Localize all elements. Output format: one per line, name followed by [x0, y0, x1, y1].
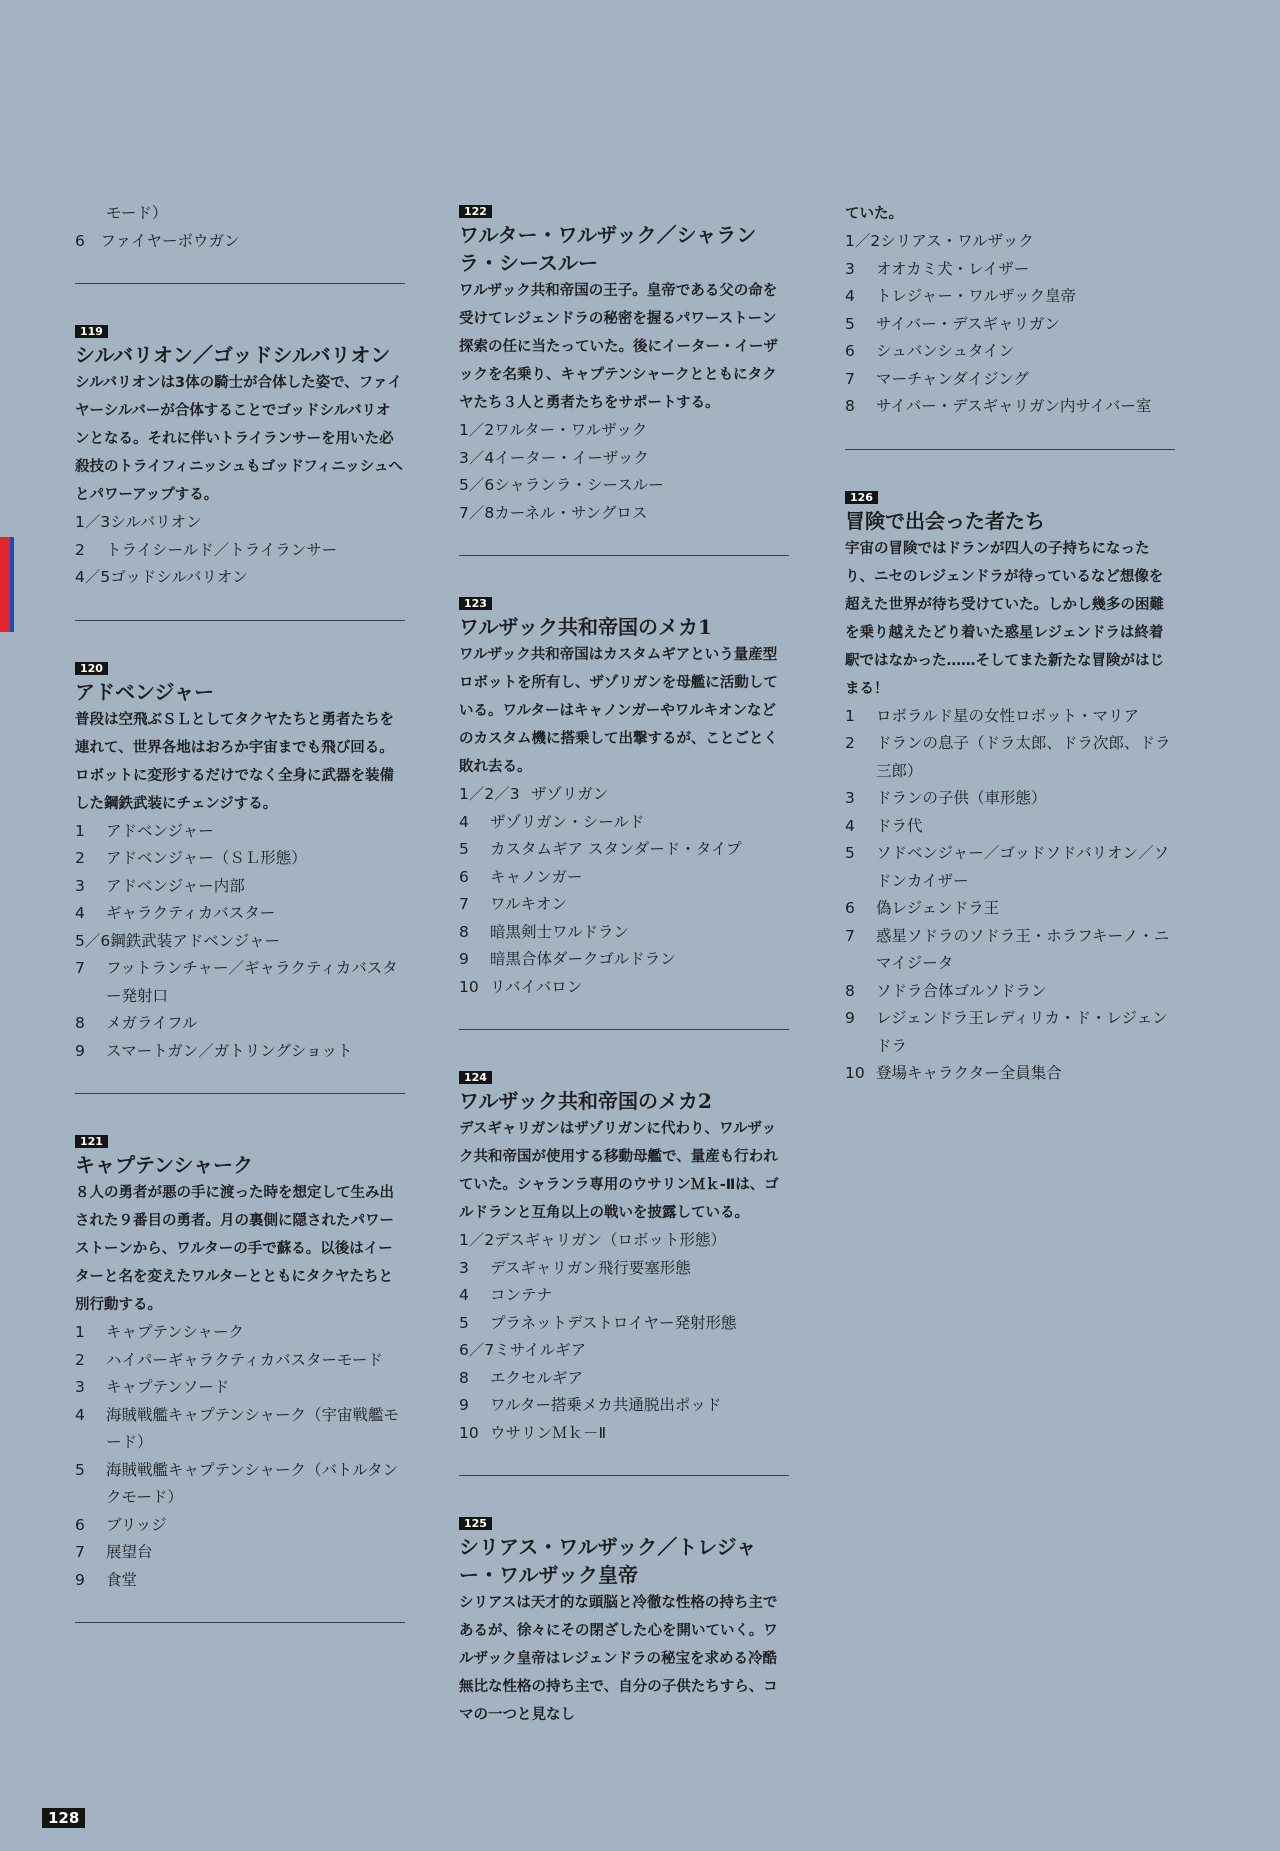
list-item: 6 シュバンシュタイン [845, 342, 1015, 360]
list-item: 5 プラネットデストロイヤー発射形態 [459, 1313, 737, 1332]
section-number-badge: 126 [845, 491, 878, 504]
list-item: 5 サイバー・デスギャリガン [845, 314, 1060, 333]
section-title: シリアス・ワルザック／トレジャー・ワルザック皇帝 [459, 1535, 757, 1587]
list-item: 1 キャプテンシャーク [75, 1323, 245, 1341]
section-title: ワルター・ワルザック／シャランラ・シースルー [459, 223, 757, 275]
section-description: 普段は空飛ぶＳＬとしてタクヤたちと勇者たちを連れて、世界各地はおろか宇宙までも飛び回る。ロボットに変形するだけでなく全身に武器を装備した鋼鉄武装にチェンジする。 [75, 711, 394, 812]
list-item: 3 デスギャリガン飛行要塞形態 [459, 1258, 691, 1277]
section-number-badge: 122 [459, 205, 492, 218]
list-item: 1 アドベンジャー [75, 821, 214, 840]
section-120 [75, 657, 405, 1066]
section-description: ８人の勇者が悪の手に渡った時を想定して生み出された９番目の勇者。月の裏側に隠されたパワーストーンから、ワルターの手で蘇る。以後はイーターと名を変えたワルターとともにタクヤたちと別行動する。 [75, 1185, 394, 1313]
divider [75, 283, 405, 284]
section-119 [75, 320, 405, 592]
list-item: 7 ワルキオン [459, 895, 568, 913]
section-title: 冒険で出会った者たち [845, 508, 1045, 533]
list-item: 7／8カーネル・サングロス [459, 503, 648, 522]
list-item: 8 暗黒剣士ワルドラン [459, 922, 630, 941]
list-item: 9 スマートガン／ガトリングショット [75, 1041, 353, 1060]
caption-list [459, 781, 789, 1001]
list-item: 8 サイバー・デスギャリガン内サイバー室 [845, 397, 1152, 415]
list-item: 1／2シリアス・ワルザック [845, 232, 1034, 250]
section-126 [845, 486, 1175, 1088]
section-number-badge: 123 [459, 597, 492, 610]
section-number-badge: 125 [459, 1517, 492, 1530]
divider [845, 449, 1175, 450]
section-description: ワルザック共和帝国の王子。皇帝である父の命を受けてレジェンドラの秘密を握るパワーストーン探索の任に当たっていた。後にイーター・イーザックを名乗り、キャプテンシャークとともにタクヤたち３人と勇者たちをサポートする。 [459, 283, 778, 411]
page-number: 128 [42, 1808, 85, 1828]
list-item: 7 マーチャンダイジング [845, 369, 1029, 388]
section-description: デスギャリガンはザゾリガンに代わり、ワルザック共和帝国が使用する移動母艦で、量産も行われていた。シャランラ専用のウサリンＭｋ-Ⅱは、ゴルドランと互角以上の戦いを披露している。 [459, 1121, 779, 1221]
list-item: 6 ブリッジ [75, 1515, 167, 1534]
list-item: 5 カスタムギア スタンダード・タイプ [459, 840, 742, 858]
list-item: 1／2／3 ザゾリガン [459, 785, 609, 803]
caption-list [459, 1227, 789, 1447]
caption-list [75, 509, 405, 592]
section-description: シリアスは天才的な頭脳と冷徹な性格の持ち主であるが、徐々にその閉ざした心を開いていく。ワルザック皇帝はレジェンドラの秘宝を求める冷酷無比な性格の持ち主で、自分の子供たちすら、コマの一つと見なし [459, 1595, 778, 1723]
continued-list [75, 200, 405, 255]
divider [75, 1622, 405, 1623]
column-1 [75, 200, 405, 1659]
divider [75, 620, 405, 621]
section-title: アドベンジャー [75, 679, 215, 704]
caption-list [75, 1319, 405, 1594]
list-item: 9 暗黒合体ダークゴルドラン [459, 950, 676, 968]
list-item: 1／2ワルター・ワルザック [459, 421, 648, 439]
list-item: 3 アドベンジャー内部 [75, 876, 245, 895]
list-item: 9 レジェンドラ王レディリカ・ド・レジェンドラ [845, 1009, 1168, 1055]
list-item: 5／6シャランラ・シースルー [459, 476, 664, 494]
section-125 [459, 1512, 789, 1729]
list-item: 3／4イーター・イーザック [459, 448, 649, 467]
list-item: 9 食堂 [75, 1570, 138, 1589]
list-item: 8 メガライフル [75, 1014, 198, 1032]
list-item: 10 リバイバロン [459, 977, 583, 996]
list-item: 2 ドランの息子（ドラ太郎、ドラ次郎、ドラ三郎） [845, 734, 1171, 780]
list-item: 5 ソドベンジャー／ゴッドソドバリオン／ソドンカイザー [845, 844, 1170, 890]
list-item: 5 海賊戦艦キャプテンシャーク（バトルタンクモード） [75, 1460, 399, 1506]
list-item: 8 ソドラ合体ゴルソドラン [845, 981, 1047, 1000]
edge-color-tab [0, 537, 14, 632]
section-number-badge: 121 [75, 1135, 108, 1148]
list-item: 8 エクセルギア [459, 1368, 584, 1387]
column-2 [459, 200, 789, 1729]
list-item: 6／7ミサイルギア [459, 1341, 587, 1359]
section-124 [459, 1066, 789, 1447]
section-description: ワルザック共和帝国はカスタムギアという量産型ロボットを所有し、ザゾリガンを母艦に活動している。ワルターはキャノンガーやワルキオンなどのカスタム機に搭乗して出撃するが、ことごとく敗れ去る。 [459, 647, 778, 775]
list-item: 4 トレジャー・ワルザック皇帝 [845, 287, 1077, 305]
list-item: 4 ザゾリガン・シールド [459, 812, 645, 831]
list-item: 2 トライシールド／トライランサー [75, 540, 338, 559]
section-title: キャプテンシャーク [75, 1153, 254, 1177]
section-121 [75, 1130, 405, 1594]
list-item: 7 惑星ソドラのソドラ王・ホラフキーノ・ニマイジータ [845, 926, 1170, 972]
list-item: 6 キャノンガー [459, 867, 583, 886]
list-item: 7 フットランチャー／ギャラクティカバスター発射口 [75, 959, 398, 1005]
list-item: 4／5ゴッドシルバリオン [75, 568, 248, 586]
list-item: 3 ドランの子供（車形態） [845, 789, 1047, 807]
section-title: シルバリオン／ゴッドシルバリオン [75, 343, 391, 367]
list-item: モード） [106, 204, 168, 222]
caption-list [75, 818, 405, 1066]
section-title: ワルザック共和帝国のメカ1 [459, 615, 712, 639]
caption-list [845, 703, 1175, 1088]
list-item: 4 ギャラクティカバスター [75, 904, 276, 922]
section-number-badge: 124 [459, 1071, 492, 1084]
list-item: 2 アドベンジャー（ＳＬ形態） [75, 849, 307, 867]
list-item: 10 ウサリンＭｋ－Ⅱ [459, 1423, 607, 1442]
list-item: 7 展望台 [75, 1543, 153, 1561]
list-item: 4 コンテナ [459, 1286, 553, 1304]
section-122 [459, 200, 789, 527]
list-item: 1／2デスギャリガン（ロボット形態） [459, 1231, 726, 1249]
list-item: 3 キャプテンソード [75, 1378, 230, 1396]
divider [459, 1475, 789, 1476]
divider [459, 1029, 789, 1030]
list-item: 5／6鋼鉄武装アドベンジャー [75, 931, 281, 950]
list-item: 6 ファイヤーボウガン [75, 231, 240, 250]
section-description-continued: ていた。 [845, 206, 903, 222]
caption-list [845, 228, 1175, 421]
list-item: 6 偽レジェンドラ王 [845, 899, 1000, 917]
list-item: 10 登場キャラクター全員集合 [845, 1064, 1062, 1082]
list-item: 9 ワルター搭乗メカ共通脱出ポッド [459, 1396, 722, 1414]
caption-list [459, 417, 789, 527]
section-title: ワルザック共和帝国のメカ2 [459, 1089, 712, 1113]
section-123 [459, 592, 789, 1001]
divider [75, 1093, 405, 1094]
section-description: シルバリオンは3体の騎士が合体した姿で、ファイヤーシルバーが合体することでゴッドシルバリオンとなる。それに伴いトライランサーを用いた必殺技のトライフィニッシュもゴッドフィニッシュへとパワーアップする。 [75, 375, 403, 503]
list-item: 1 ロボラルド星の女性ロボット・マリア [845, 706, 1140, 725]
section-number-badge: 120 [75, 662, 108, 675]
list-item: 3 オオカミ犬・レイザー [845, 259, 1030, 278]
section-number-badge: 119 [75, 325, 108, 338]
section-description: 宇宙の冒険ではドランが四人の子持ちになったり、ニセのレジェンドラが待っているなど想像を超えた世界が待ち受けていた。しかし幾多の困難を乗り越えたどり着いた惑星レジェンドラは終着駅ではなかった……そしてまた新たな冒険がはじまる！ [845, 540, 1164, 697]
column-3 [845, 200, 1175, 1088]
divider [459, 555, 789, 556]
list-item: 4 ドラ代 [845, 816, 923, 835]
list-item: 2 ハイパーギャラクティカバスターモード [75, 1350, 383, 1369]
list-item: 1／3シルバリオン [75, 513, 202, 531]
list-item: 4 海賊戦艦キャプテンシャーク（宇宙戦艦モード） [75, 1405, 400, 1451]
